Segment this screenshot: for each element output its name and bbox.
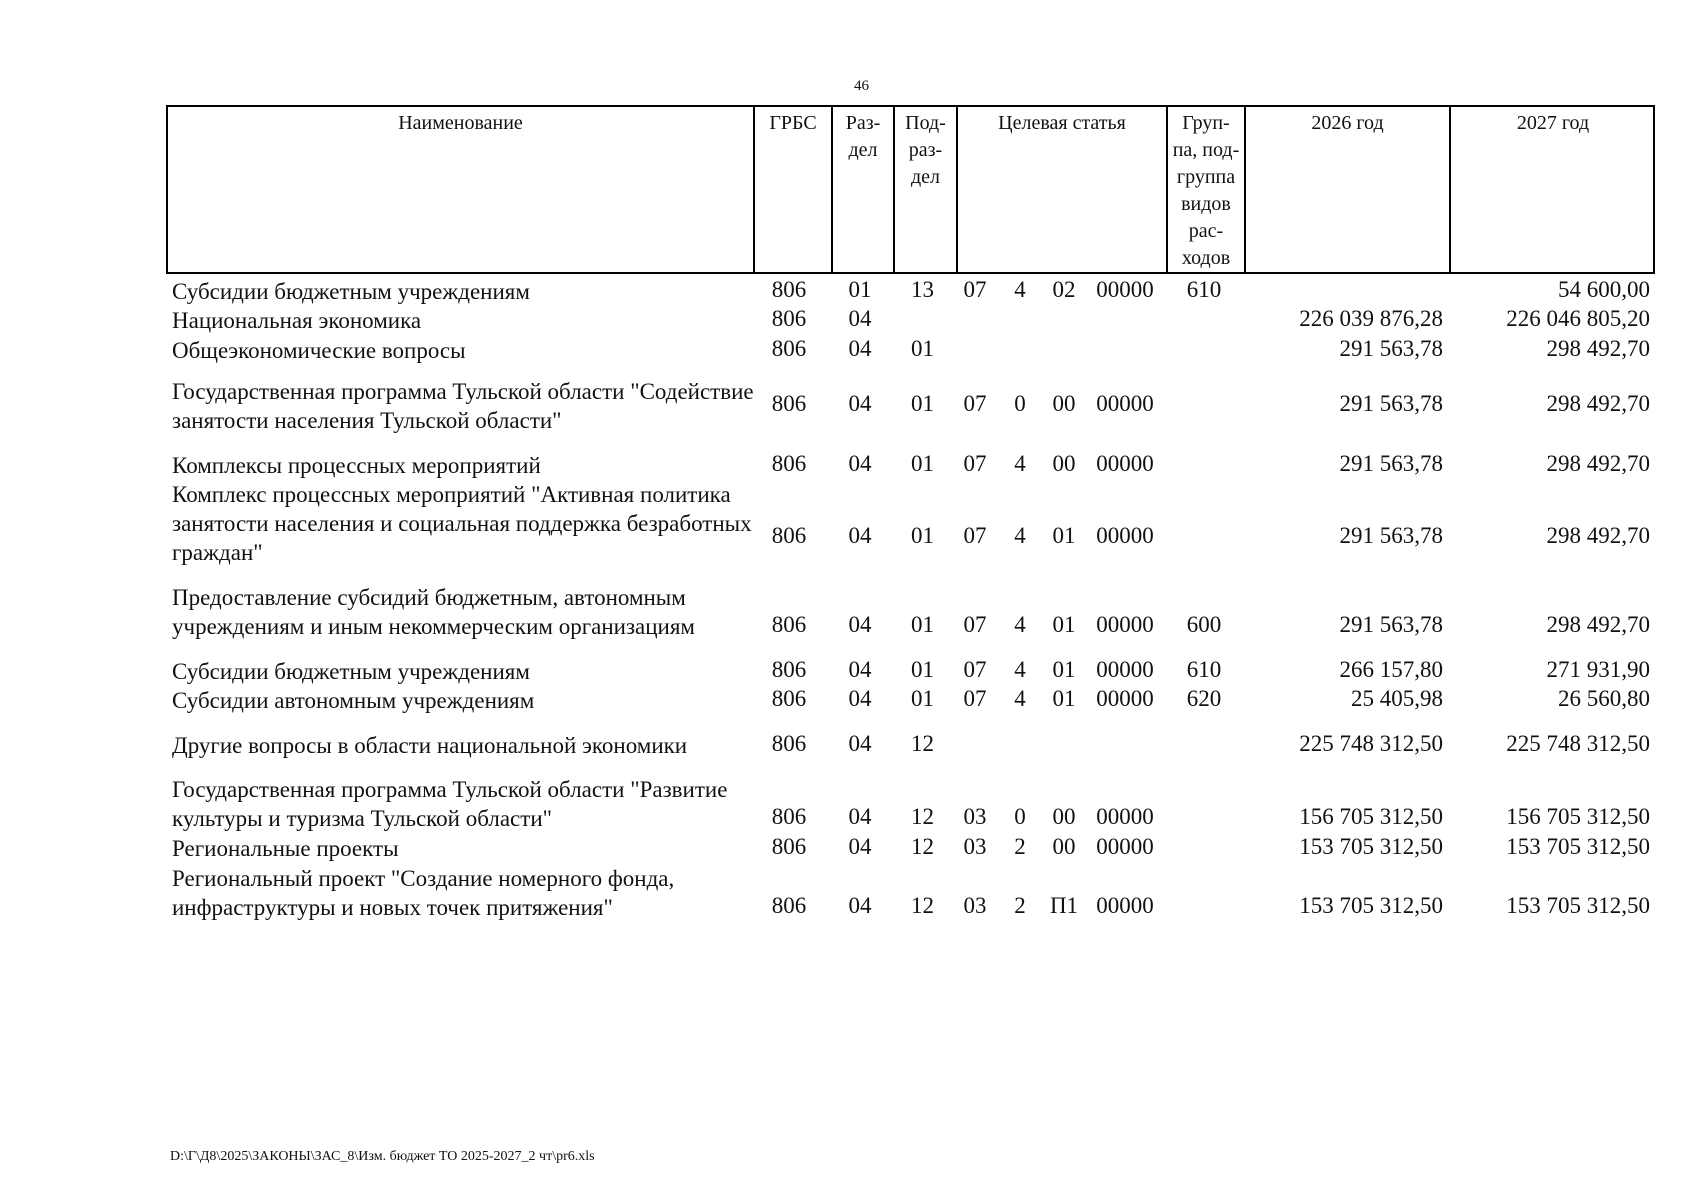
razdel-cell: 04 bbox=[848, 657, 872, 682]
target-part4-cell: 00000 bbox=[1096, 804, 1154, 829]
razdel-cell: 04 bbox=[848, 893, 872, 918]
podrazdel-cell: 13 bbox=[911, 277, 934, 302]
grbs-cell: 806 bbox=[771, 612, 807, 637]
value-2027-cell: 225 748 312,50 bbox=[1506, 731, 1650, 756]
row-name: Комплексы процессных мероприятий bbox=[172, 453, 541, 478]
group-cell: 610 bbox=[1186, 657, 1222, 682]
grbs-cell: 806 bbox=[771, 336, 807, 361]
header-name: Наименование bbox=[398, 112, 523, 134]
target-part1-cell: 07 bbox=[963, 612, 987, 637]
target-part1-cell: 07 bbox=[963, 686, 987, 711]
row-name: Государственная программа Тульской области "Развитие культуры и туризма Тульской области" bbox=[172, 777, 728, 831]
value-2026-cell: 291 563,78 bbox=[1339, 451, 1443, 476]
target-part2-cell: 4 bbox=[1014, 686, 1026, 711]
target-part3-cell: 00 bbox=[1052, 451, 1076, 476]
target-part1-cell: 03 bbox=[963, 834, 987, 859]
header-podrazdel: Под- раз- дел bbox=[893, 107, 956, 272]
target-part3-cell: 01 bbox=[1052, 523, 1076, 548]
target-part2-cell: 4 bbox=[1014, 612, 1026, 637]
row-name: Субсидии автономным учреждениям bbox=[172, 688, 535, 713]
target-part2-cell: 2 bbox=[1014, 893, 1026, 918]
target-part2-cell: 4 bbox=[1014, 657, 1026, 682]
header-2026: 2026 год bbox=[1244, 107, 1449, 272]
row-name: Предоставление субсидий бюджетным, автономным учреждениям и иным некоммерческим организациям bbox=[172, 585, 695, 639]
target-part4-cell: 00000 bbox=[1096, 686, 1154, 711]
value-2027-cell: 298 492,70 bbox=[1546, 336, 1650, 361]
target-part4-cell: 00000 bbox=[1096, 277, 1154, 302]
razdel-cell: 04 bbox=[848, 306, 872, 331]
razdel-cell: 04 bbox=[848, 523, 872, 548]
value-2027-cell: 271 931,90 bbox=[1546, 657, 1650, 682]
row-name: Государственная программа Тульской области "Содействие занятости населения Тульской области" bbox=[172, 379, 754, 433]
podrazdel-cell: 12 bbox=[911, 804, 934, 829]
target-part1-cell: 07 bbox=[963, 391, 987, 416]
target-part4-cell: 00000 bbox=[1096, 391, 1154, 416]
target-part4-cell: 00000 bbox=[1096, 657, 1154, 682]
target-part3-cell: 01 bbox=[1052, 657, 1076, 682]
value-2026-cell: 291 563,78 bbox=[1339, 391, 1443, 416]
value-2027-cell: 298 492,70 bbox=[1546, 523, 1650, 548]
target-part3-cell: 01 bbox=[1052, 612, 1076, 637]
target-part1-cell: 03 bbox=[963, 893, 987, 918]
target-part3-cell: П1 bbox=[1049, 893, 1079, 918]
grbs-cell: 806 bbox=[771, 686, 807, 711]
value-2027-cell: 298 492,70 bbox=[1546, 612, 1650, 637]
razdel-cell: 04 bbox=[848, 804, 872, 829]
target-part2-cell: 4 bbox=[1014, 451, 1026, 476]
razdel-cell: 04 bbox=[848, 834, 872, 859]
group-cell: 620 bbox=[1186, 686, 1222, 711]
target-part4-cell: 00000 bbox=[1096, 451, 1154, 476]
podrazdel-cell: 12 bbox=[911, 731, 934, 756]
value-2026-cell: 291 563,78 bbox=[1339, 523, 1443, 548]
target-part1-cell: 07 bbox=[963, 657, 987, 682]
grbs-cell: 806 bbox=[771, 306, 807, 331]
page-number: 46 bbox=[854, 78, 869, 94]
razdel-cell: 01 bbox=[848, 277, 872, 302]
header-2027: 2027 год bbox=[1449, 107, 1655, 272]
value-2026-cell: 156 705 312,50 bbox=[1299, 804, 1443, 829]
row-name: Другие вопросы в области национальной экономики bbox=[172, 733, 688, 758]
razdel-cell: 04 bbox=[848, 686, 872, 711]
grbs-cell: 806 bbox=[771, 804, 807, 829]
target-part3-cell: 00 bbox=[1052, 391, 1076, 416]
group-cell: 600 bbox=[1186, 612, 1222, 637]
target-part1-cell: 07 bbox=[963, 277, 987, 302]
target-part4-cell: 00000 bbox=[1096, 834, 1154, 859]
target-part2-cell: 0 bbox=[1014, 391, 1026, 416]
group-cell: 610 bbox=[1186, 277, 1222, 302]
razdel-cell: 04 bbox=[848, 731, 872, 756]
row-name: Комплекс процессных мероприятий "Активная политика занятости населения и социальная поддержка безработных граждан" bbox=[172, 482, 752, 565]
header-razdel: Раз- дел bbox=[831, 107, 893, 272]
target-part3-cell: 02 bbox=[1052, 277, 1076, 302]
value-2026-cell: 291 563,78 bbox=[1339, 336, 1443, 361]
value-2027-cell: 54 600,00 bbox=[1558, 277, 1650, 302]
podrazdel-cell: 12 bbox=[911, 834, 934, 859]
grbs-cell: 806 bbox=[771, 391, 807, 416]
grbs-cell: 806 bbox=[771, 277, 807, 302]
value-2027-cell: 153 705 312,50 bbox=[1506, 893, 1650, 918]
target-part1-cell: 07 bbox=[963, 451, 987, 476]
razdel-cell: 04 bbox=[848, 336, 872, 361]
podrazdel-cell: 01 bbox=[911, 657, 934, 682]
header-group: Груп- па, под- группа видов рас- ходов bbox=[1166, 107, 1244, 272]
file-path-footer: D:\Г\Д8\2025\ЗАКОНЫ\ЗАС_8\Изм. бюджет ТО 2025-2027_2 чт\pr6.xls bbox=[170, 1149, 595, 1164]
razdel-cell: 04 bbox=[848, 612, 872, 637]
value-2027-cell: 156 705 312,50 bbox=[1506, 804, 1650, 829]
value-2026-cell: 153 705 312,50 bbox=[1299, 834, 1443, 859]
target-part4-cell: 00000 bbox=[1096, 523, 1154, 548]
podrazdel-cell: 01 bbox=[911, 686, 934, 711]
value-2026-cell: 225 748 312,50 bbox=[1299, 731, 1443, 756]
grbs-cell: 806 bbox=[771, 657, 807, 682]
target-part1-cell: 07 bbox=[963, 523, 987, 548]
podrazdel-cell: 12 bbox=[911, 893, 934, 918]
value-2026-cell: 25 405,98 bbox=[1351, 686, 1443, 711]
value-2027-cell: 26 560,80 bbox=[1558, 686, 1650, 711]
value-2027-cell: 153 705 312,50 bbox=[1506, 834, 1650, 859]
header-target: Целевая статья bbox=[956, 107, 1166, 272]
value-2026-cell: 153 705 312,50 bbox=[1299, 893, 1443, 918]
row-name: Региональные проекты bbox=[172, 836, 399, 861]
target-part4-cell: 00000 bbox=[1096, 612, 1154, 637]
podrazdel-cell: 01 bbox=[911, 391, 934, 416]
table-header bbox=[166, 105, 1655, 274]
grbs-cell: 806 bbox=[771, 834, 807, 859]
target-part2-cell: 2 bbox=[1014, 834, 1026, 859]
podrazdel-cell: 01 bbox=[911, 523, 934, 548]
grbs-cell: 806 bbox=[771, 451, 807, 476]
value-2026-cell: 291 563,78 bbox=[1339, 612, 1443, 637]
razdel-cell: 04 bbox=[848, 451, 872, 476]
header-grbs: ГРБС bbox=[753, 107, 831, 272]
value-2027-cell: 298 492,70 bbox=[1546, 451, 1650, 476]
value-2026-cell: 226 039 876,28 bbox=[1299, 306, 1443, 331]
podrazdel-cell: 01 bbox=[911, 612, 934, 637]
grbs-cell: 806 bbox=[771, 731, 807, 756]
row-name: Субсидии бюджетным учреждениям bbox=[172, 659, 530, 684]
target-part2-cell: 4 bbox=[1014, 523, 1026, 548]
row-name: Общеэкономические вопросы bbox=[172, 338, 466, 363]
grbs-cell: 806 bbox=[771, 893, 807, 918]
razdel-cell: 04 bbox=[848, 391, 872, 416]
target-part3-cell: 00 bbox=[1052, 804, 1076, 829]
target-part2-cell: 0 bbox=[1014, 804, 1026, 829]
target-part1-cell: 03 bbox=[963, 804, 987, 829]
value-2027-cell: 226 046 805,20 bbox=[1506, 306, 1650, 331]
target-part4-cell: 00000 bbox=[1096, 893, 1154, 918]
podrazdel-cell: 01 bbox=[911, 336, 934, 361]
target-part3-cell: 01 bbox=[1052, 686, 1076, 711]
value-2027-cell: 298 492,70 bbox=[1546, 391, 1650, 416]
value-2026-cell: 266 157,80 bbox=[1339, 657, 1443, 682]
target-part3-cell: 00 bbox=[1052, 834, 1076, 859]
grbs-cell: 806 bbox=[771, 523, 807, 548]
row-name: Национальная экономика bbox=[172, 308, 422, 333]
row-name: Субсидии бюджетным учреждениям bbox=[172, 279, 530, 304]
row-name: Региональный проект "Создание номерного фонда, инфраструктуры и новых точек притяжения" bbox=[172, 866, 675, 920]
podrazdel-cell: 01 bbox=[911, 451, 934, 476]
target-part2-cell: 4 bbox=[1014, 277, 1026, 302]
